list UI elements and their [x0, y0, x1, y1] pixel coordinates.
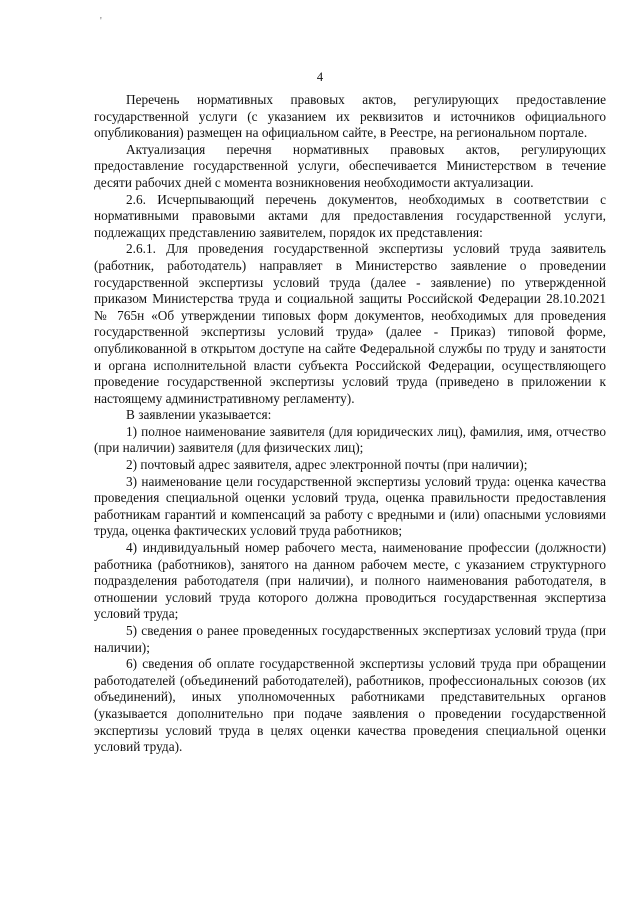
scan-mark: ' [100, 16, 102, 27]
paragraph-2-6: 2.6. Исчерпывающий перечень документов, необходимых в соответствии с нормативными правовыми актами для предоставления государственной услуги, подлежащих представлению заявителем, порядок их представления: [94, 191, 606, 240]
list-item-2: 2) почтовый адрес заявителя, адрес электронной почты (при наличии); [126, 457, 528, 473]
paragraph-application-contents: В заявлении указывается: [126, 407, 272, 423]
list-item-5: 5) сведения о ранее проведенных государственных экспертизах условий труда (при наличии); [94, 623, 606, 655]
paragraph-npa-list: Перечень нормативных правовых актов, регулирующих предоставление государственной услуги (с указанием их реквизитов и источников официального опубликования) размещен на официальном сайте, в Реестре, на региональном портале. [94, 92, 606, 141]
list-item-4: 4) индивидуальный номер рабочего места, наименование профессии (должности) работника (работников), занятого на данном рабочем месте, с указанием структурного подразделения работодателя (при наличии), и полного наименования работодателя, в отношении условий труда которого должна проводиться государственная экспертиза условий труда; [94, 540, 606, 622]
paragraph-npa-update: Актуализация перечня нормативных правовых актов, регулирующих предоставление государственной услуги, обеспечивается Министерством в течение десяти рабочих дней с момента возникновения необходимости актуализации. [94, 141, 606, 190]
page-number: 4 [316, 70, 324, 84]
list-item-3: 3) наименование цели государственной экспертизы условий труда: оценка качества проведения специальной оценки условий труда, оценка правильности предоставления работникам гарантий и компенсаций за работу с вредными и (или) опасными условиями труда, оценка фактических условий труда работников; [94, 473, 606, 539]
list-item-6: 6) сведения об оплате государственной экспертизы условий труда при обращении работодателей (объединений работодателей), работников, профессиональных союзов (их объединений), иных уполномоченных работниками представительных органов (указывается дополнительно при подаче заявления о проведении государственной экспертизы условий труда в целях оценки качества проведения специальной оценки условий труда). [94, 656, 606, 755]
list-item-1: 1) полное наименование заявителя (для юридических лиц), фамилия, имя, отчество (при наличии) заявителя (для физических лиц); [94, 423, 606, 456]
document-body [94, 92, 606, 756]
paragraph-2-6-1: 2.6.1. Для проведения государственной экспертизы условий труда заявитель (работник, работодатель) направляет в Министерство заявление о проведении государственной экспертизы условий труда (далее - заявление) по утвержденной приказом Министерства труда и социальной защиты Российской Федерации 28.10.2021 № 765н «Об утверждении типовых форм документов, необходимых для проведения государственной экспертизы условий труда» (далее - Приказ) типовой форме, опубликованной в открытом доступе на сайте Федеральной службы по труду и занятости и органа исполнительной власти субъекта Российской Федерации, осуществляющего проведение государственной экспертизы условий труда (приведено в приложении к настоящему административному регламенту). [94, 241, 606, 406]
